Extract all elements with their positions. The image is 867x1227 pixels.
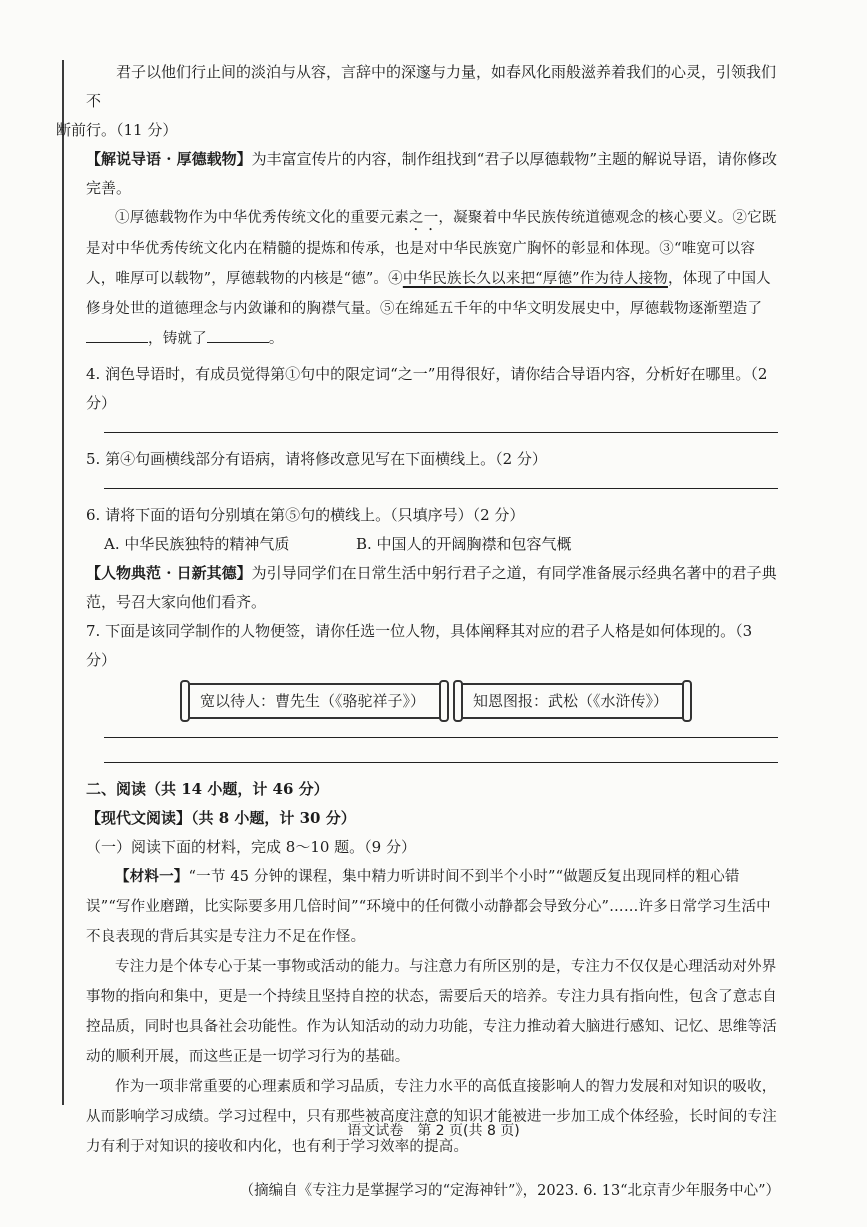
sentence-1-pre: ①厚德载物作为中华优秀传统文化的重要元素 [115,210,409,226]
intro-paragraph [56,58,778,145]
character-notes [184,683,778,719]
q6-option-b: B. 中国人的开阔胸襟和包容气概 [356,535,572,553]
guide-section-tag: 【解说导语 · 厚德载物】 [86,150,252,168]
sentence-5-mid: ，铸就了 [148,331,207,347]
intro-line-1: 君子以他们行止间的淡泊与从容，言辞中的深邃与力量，如春风化雨般滋养着我们的心灵，引领我们不 [86,63,777,110]
figures-section-header [86,559,778,617]
sentence-5-pre: ⑤在绵延五千年的中华文明发展史中，厚德载物逐渐塑造了 [380,301,763,317]
binding-margin-line [62,60,64,1105]
question-4: 4. 润色导语时，有成员觉得第①句中的限定词“之一”用得很好，请你结合导语内容，分析好在哪里。（2 分） [86,365,768,412]
question-5: 5. 第④句画横线部分有语病，请将修改意见写在下面横线上。（2 分） [86,450,547,468]
sentence-1-limiter: 之一 [409,210,439,226]
q5-answer-line[interactable] [104,488,778,489]
modern-reading-title: 【现代文阅读】（共 8 小题，计 30 分） [86,809,356,827]
material-1-tag: 【材料一】 [115,868,189,885]
sentence-5-end: 。 [268,331,284,347]
sentence-4-underlined: 中华民族长久以来把“厚德”作为待人接物 [402,271,668,287]
guide-section-header [86,145,778,203]
reading-sub-1: （一）阅读下面的材料，完成 8～10 题。（9 分） [86,838,416,856]
question-7: 7. 下面是该同学制作的人物便签，请你任选一位人物，具体阐释其对应的君子人格是如何体现的。（3 分） [86,622,753,669]
material-1-paragraph-3: 作为一项非常重要的心理素质和学习品质，专注力水平的高低直接影响人的智力发展和对知识的吸收，从而影响学习成绩。学习过程中，只有那些被高度注意的知识才能被进一步加工成个体经验，长时间的专注力有利于对知识的接收和内化，也有利于学习效率的提高。 [86,1079,777,1155]
guide-section-text: 为丰富宣传片的内容，制作组找到“君子以厚德载物”主题的解说导语，请你修改完善。 [86,150,778,197]
sentence-4-post: ，体现了中国人修身处世的道德理念与内敛谦和的胸襟气量。 [86,271,771,317]
sentence-2: ②它既是对中华优秀传统文化内在精髓的提炼和传承，也是对中华民族宽广胸怀的彰显和体现。 [86,210,777,257]
note-card-cao: 宽以待人：曹先生（《骆驼祥子》） [184,683,445,719]
material-1-paragraph-2: 专注力是个体专心于某一事物或活动的能力。与注意力有所区别的是，专注力不仅仅是心理活动对外界事物的指向和集中，更是一个持续且坚持自控的状态，需要后天的培养。专注力具有指向性，包含了意志自控品质，同时也具备社会功能性。作为认知活动的动力功能，专注力推动着大脑进行感知、记忆、思维等活动的顺利开展，而这些正是一切学习行为的基础。 [86,959,777,1065]
sentence-3: ③“唯宽可以容人，唯厚可以载物”，厚德载物的内核是“德”。 [86,241,756,287]
figures-section-text: 为引导同学们在日常生活中躬行君子之道，有同学准备展示经典名著中的君子典范，号召大家向他们看齐。 [86,564,777,611]
sentence-5-blank-1[interactable] [86,326,148,343]
part-2-title: 二、阅读（共 14 小题，计 46 分） [86,780,329,798]
sentence-1-post: ，凝聚着中华民族传统道德观念的核心要义。 [438,210,733,226]
note-card-wusong: 知恩图报：武松（《水浒传》） [457,683,688,719]
material-1-p1-text: “一节 45 分钟的课程，集中精力听讲时间不到半个小时”“做题反复出现同样的粗心错误”“写作业磨蹭，比实际要多用几倍时间”“环境中的任何微小动静都会导致分心”……许多日常学习生活中不良表现的背后其实是专注力不足在作怪。 [86,869,771,945]
page-footer: 语文试卷 第 2 页(共 8 页) [347,1123,520,1139]
q6-options [86,530,778,559]
exam-page [56,58,780,1220]
intro-line-2: 断前行。（11 分） [56,121,178,139]
material-1-source: （摘编自《专注力是掌握学习的“定海神针”》，2023. 6. 13“北京青少年服务中心”） [239,1182,780,1199]
guide-passage [86,203,778,354]
q7-answer-line-2[interactable] [104,762,778,763]
material-1-paragraph-1 [86,862,778,952]
question-6: 6. 请将下面的语句分别填在第⑤句的横线上。（只填序号）（2 分） [86,506,525,524]
sentence-5-blank-2[interactable] [207,326,269,343]
q4-answer-line[interactable] [104,432,778,433]
figures-section-tag: 【人物典范 · 日新其德】 [86,564,252,582]
sentence-4-mark: ④ [388,271,403,287]
q6-option-a: A. 中华民族独特的精神气质 [104,535,290,553]
q7-answer-line-1[interactable] [104,737,778,738]
